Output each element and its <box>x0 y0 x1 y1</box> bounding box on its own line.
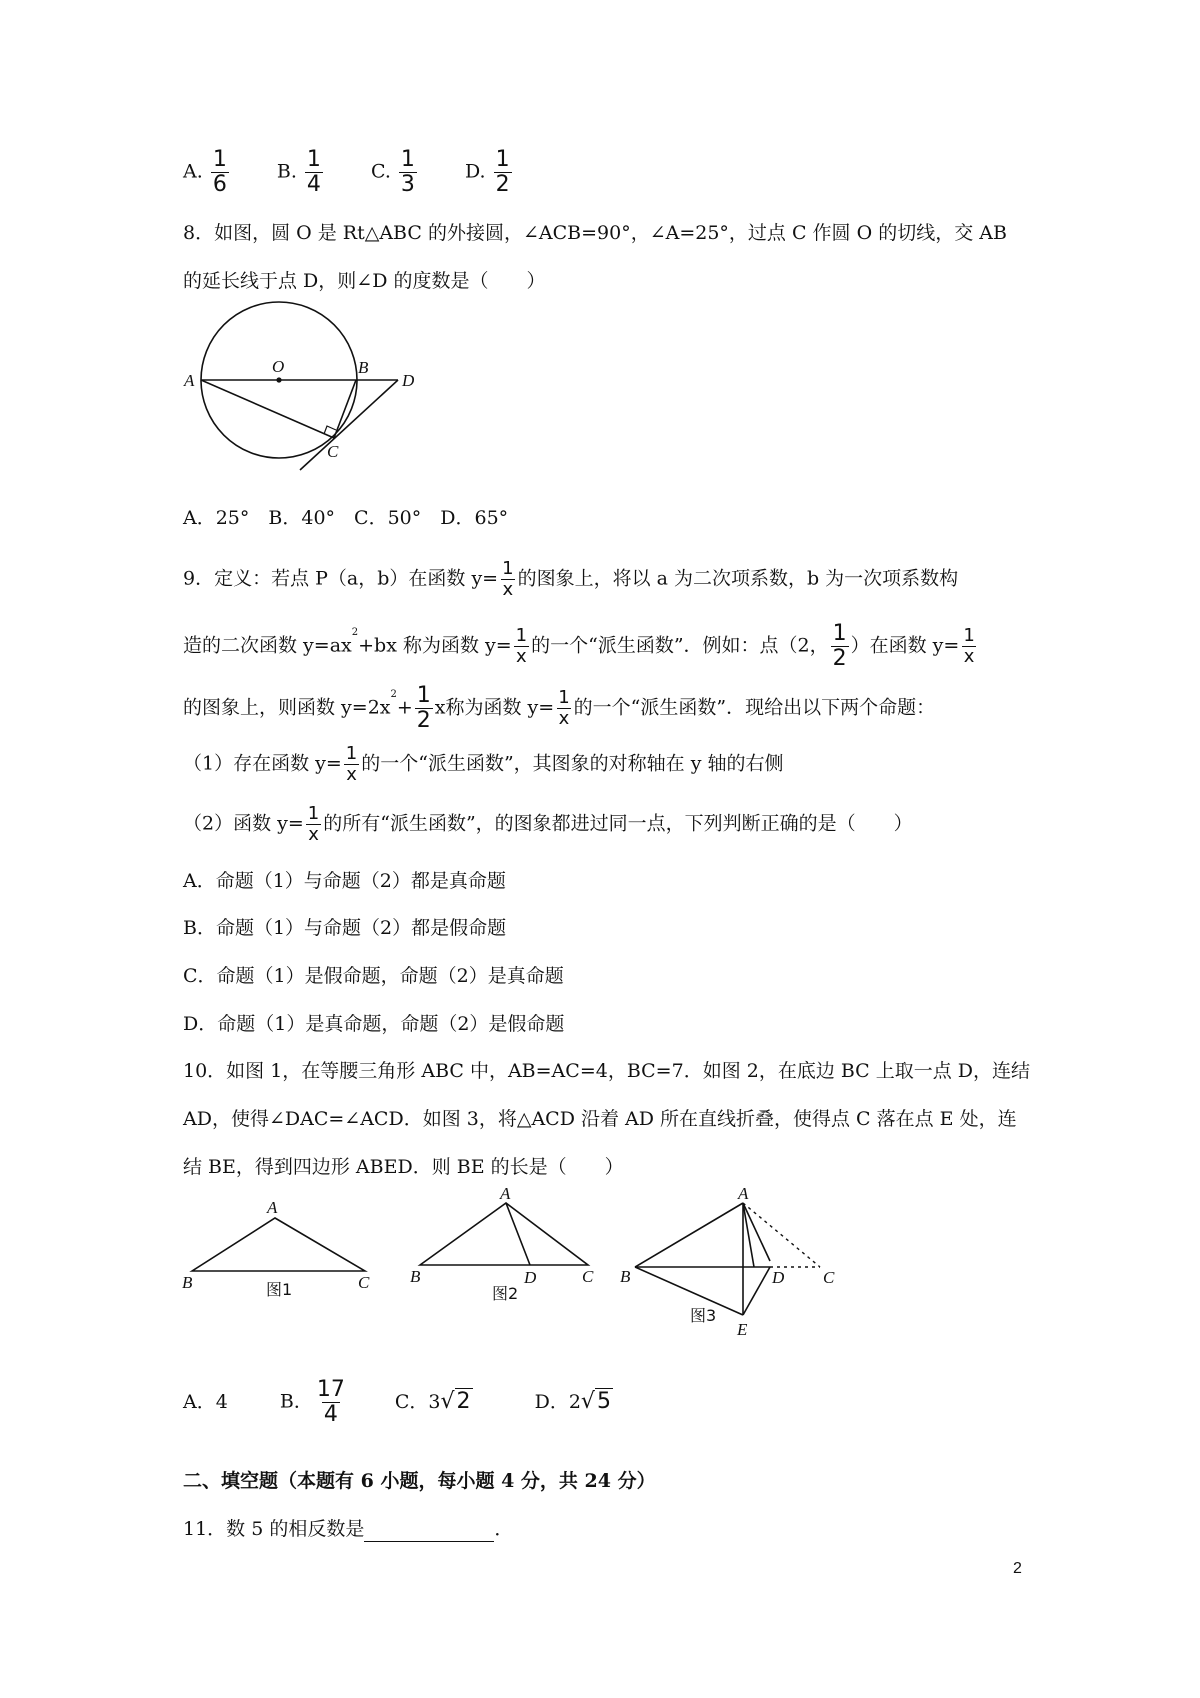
label-o: O <box>272 357 285 376</box>
fig3-label-d: D <box>772 1268 785 1287</box>
q8-line-2: 的延长线于点 D，则∠D 的度数是（ ） <box>183 270 546 292</box>
segment-ac <box>201 380 334 438</box>
q10-line-1: 10．如图 1，在等腰三角形 ABC 中，AB=AC=4，BC=7．如图 2，在底边 BC 上取一点 D，连结 <box>183 1060 1031 1082</box>
q8-options: A．25° B．40° C．50° D．65° <box>183 507 509 529</box>
q8-line-1: 8．如图，圆 O 是 Rt△ABC 的外接圆，∠ACB=90°，∠A=25°，过点 C 作圆 O 的切线，交 AB <box>183 222 1007 244</box>
q11-answer-blank <box>364 1521 494 1542</box>
tangent-line <box>300 380 398 470</box>
q10-option-b: B． $\frac{17}{4}$ <box>279 1377 345 1427</box>
fig2-label-b: B <box>410 1267 421 1286</box>
label-a: A <box>184 371 195 390</box>
q7-options <box>183 148 514 197</box>
q9-proposition-2: （2）函数 y= $\frac{1}{x}$ 的所有“派生函数”，的图象都进过同一点，下列判断正确的是（ ） <box>183 803 913 845</box>
q7-option-d: D. $\frac{1}{2}$ <box>464 147 510 197</box>
fig3-label-b: B <box>620 1267 631 1286</box>
q10-line-3: 结 BE，得到四边形 ABED．则 BE 的长是（ ） <box>183 1156 624 1178</box>
fig1-label-c: C <box>358 1273 370 1292</box>
fig2-label-a: A <box>500 1185 511 1203</box>
page-number: 2 <box>1013 1560 1022 1577</box>
fig3-label-e: E <box>737 1320 748 1339</box>
q7-option-a: A. $\frac{1}{6}$ <box>183 147 227 197</box>
fig2-label-c: C <box>582 1267 594 1286</box>
fig2-caption: 图2 <box>492 1284 519 1303</box>
fig3-label-a: A <box>738 1185 749 1203</box>
q8-circle-figure <box>180 300 440 480</box>
section-2-heading: 二、填空题（本题有 6 小题，每小题 4 分，共 24 分） <box>183 1470 656 1492</box>
q10-option-d: D．2√5 <box>534 1388 611 1414</box>
center-dot <box>276 377 281 382</box>
q9-proposition-1: （1）存在函数 y= $\frac{1}{x}$ 的一个“派生函数”，其图象的对称轴在 y 轴的右侧 <box>183 743 784 785</box>
q9-option-a: A．命题（1）与命题（2）都是真命题 <box>183 870 506 892</box>
q10-options <box>183 1378 613 1427</box>
q10-option-a: A．4 <box>183 1390 228 1413</box>
label-c: C <box>327 442 339 461</box>
right-angle-mark <box>324 426 336 434</box>
q9-option-b: B．命题（1）与命题（2）都是假命题 <box>183 917 507 939</box>
fig1-label-b: B <box>182 1273 193 1292</box>
figure-1 <box>182 1198 370 1299</box>
label-d: D <box>402 371 415 390</box>
q11-line: 11．数 5 的相反数是 ． <box>183 1518 514 1540</box>
q9-line-1: 9．定义：若点 P（a，b）在函数 y= $\frac{1}{x}$ 的图象上，将以 a 为二次项系数，b 为一次项系数构 <box>183 558 959 600</box>
q10-line-2: AD，使得∠DAC=∠ACD．如图 3，将△ACD 沿着 AD 所在直线折叠，使得点 C 落在点 E 处，连 <box>183 1108 1017 1130</box>
q9-line-2: 造的二次函数 $y=ax^2+bx$ 称为函数 y= $\frac{1}{x}$ 的一个“派生函数”．例如：点（2， $\frac{1}{2}$ ）在函数 y= $\frac{1}{x}$ <box>183 621 975 671</box>
q10-figures <box>180 1185 850 1345</box>
label-b: B <box>358 358 369 377</box>
fig3-caption: 图3 <box>690 1306 717 1325</box>
q10-option-c: C．3√2 <box>394 1388 471 1414</box>
q9-option-c: C．命题（1）是假命题，命题（2）是真命题 <box>183 965 564 987</box>
figure-2 <box>410 1185 594 1303</box>
fig3-label-c: C <box>823 1268 835 1287</box>
q9-line-3: 的图象上，则函数 $y=2x^2+$ $\frac{1}{2}$ x称为函数 y= $\frac{1}{x}$ 的一个“派生函数”．现给出以下两个命题： <box>183 683 936 733</box>
q7-option-b: B. $\frac{1}{4}$ <box>276 147 321 197</box>
figure-3 <box>620 1185 835 1339</box>
fig2-label-d: D <box>524 1268 537 1287</box>
fig1-label-a: A <box>267 1198 278 1217</box>
fig1-caption: 图1 <box>266 1280 293 1299</box>
q9-option-d: D．命题（1）是真命题，命题（2）是假命题 <box>183 1013 565 1035</box>
q7-option-c: C. $\frac{1}{3}$ <box>370 147 415 197</box>
